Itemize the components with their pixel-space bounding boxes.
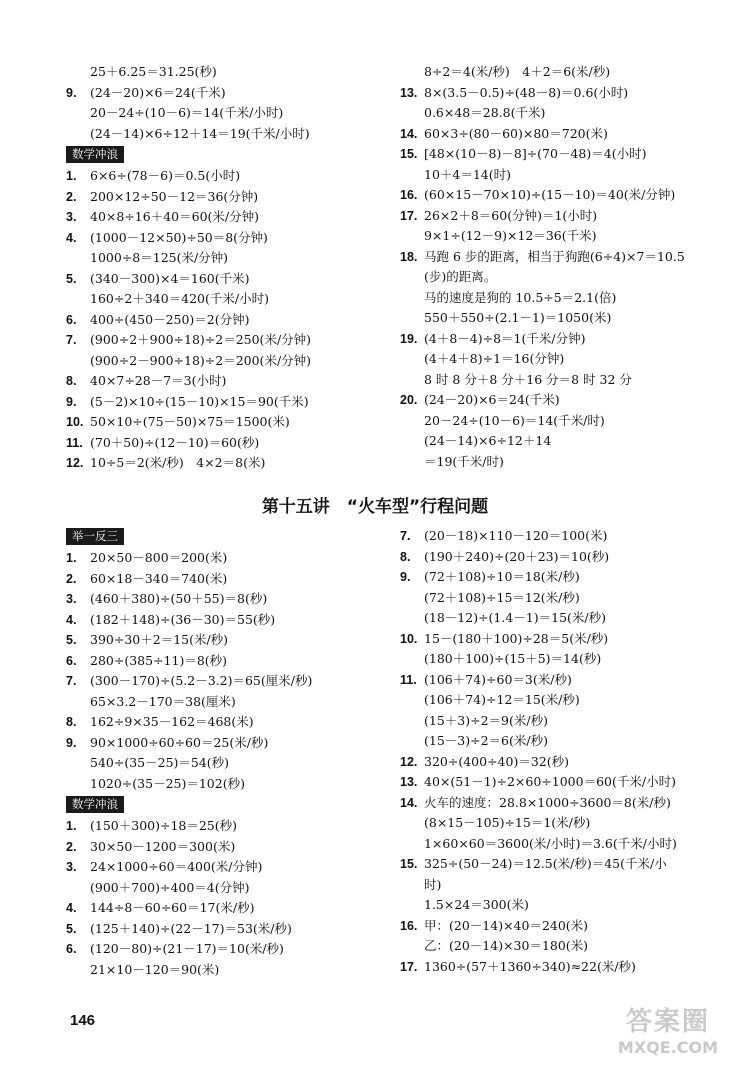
answer-text: 390÷30＋2＝15(米/秒) bbox=[90, 632, 229, 647]
answer-text: (24－20)×6＝24(千米) bbox=[424, 392, 560, 407]
answer-text: 时) bbox=[424, 876, 442, 892]
answer-text: (60×15－70×10)÷(15－10)＝40(米/分钟) bbox=[424, 187, 676, 202]
question-number: 9. bbox=[66, 735, 77, 750]
answer-text: 15－(180＋100)÷28＝5(米/秒) bbox=[424, 630, 609, 646]
answer-text: 90×1000÷60÷60＝25(米/秒) bbox=[90, 734, 269, 750]
answer-text: 40×(51－1)÷2×60÷1000＝60(千米/小时) bbox=[424, 774, 676, 789]
answer-text: (900÷2－900÷18)÷2＝200(米/分钟) bbox=[90, 352, 312, 368]
answer-line bbox=[400, 793, 740, 814]
answer-line bbox=[66, 228, 386, 249]
question-number: 16. bbox=[400, 918, 418, 933]
answer-text: (24－20)×6＝24(千米) bbox=[90, 84, 226, 100]
answer-list bbox=[400, 62, 740, 472]
question-number: 9. bbox=[66, 394, 77, 409]
answer-text: (106＋74)÷60＝3(米/秒) bbox=[424, 671, 572, 687]
question-number: 4. bbox=[66, 230, 77, 245]
answer-text: 162÷9×35－162＝468(米) bbox=[90, 714, 254, 729]
answer-list bbox=[66, 548, 386, 794]
answer-text: (15＋3)÷2＝9(米/秒) bbox=[424, 712, 548, 728]
answer-line bbox=[66, 630, 386, 651]
answer-line bbox=[400, 431, 740, 452]
answer-line bbox=[66, 166, 386, 187]
answer-text: ＝19(千米/时) bbox=[424, 453, 504, 469]
question-number: 9. bbox=[66, 85, 77, 100]
question-number: 4. bbox=[66, 901, 77, 915]
watermark-text: 答案圈 bbox=[625, 1007, 710, 1037]
answer-line bbox=[66, 712, 386, 733]
answer-text: 550＋550÷(2.1－1)＝1050(米) bbox=[424, 310, 612, 325]
answer-line bbox=[400, 649, 740, 670]
question-number: 17. bbox=[400, 959, 418, 974]
answer-line bbox=[66, 960, 386, 981]
answer-text: 1×60×60＝3600(米/小时)＝3.6(千米/小时) bbox=[424, 835, 677, 851]
answer-text: 200×12÷50－12＝36(分钟) bbox=[90, 188, 259, 204]
question-number: 3. bbox=[66, 592, 77, 606]
question-number: 14. bbox=[400, 795, 418, 810]
answer-text: (24－14)×6÷12＋14＝19(千米/小时) bbox=[90, 125, 310, 141]
question-number: 5. bbox=[66, 921, 77, 936]
answer-line bbox=[400, 895, 740, 916]
answer-line bbox=[400, 670, 740, 691]
answer-line bbox=[400, 185, 740, 206]
answer-text: 30×50－1200＝300(米) bbox=[90, 838, 236, 854]
answer-line bbox=[66, 774, 386, 795]
answer-line bbox=[66, 124, 386, 145]
answer-line bbox=[66, 330, 386, 351]
answer-line bbox=[400, 752, 740, 773]
answer-text: 马的速度是狗的 10.5÷5＝2.1(倍) bbox=[424, 289, 617, 305]
answer-line bbox=[400, 452, 740, 473]
question-number: 1. bbox=[66, 819, 77, 833]
answer-line bbox=[400, 411, 740, 432]
question-number: 8. bbox=[66, 374, 77, 388]
answer-line bbox=[400, 875, 740, 896]
answer-line bbox=[66, 310, 386, 331]
answer-line bbox=[66, 878, 386, 899]
answer-text: 0.6×48＝28.8(千米) bbox=[424, 105, 546, 120]
question-number: 19. bbox=[400, 331, 418, 346]
answer-text: (18－12)÷(1.4－1)＝15(米/秒) bbox=[424, 610, 606, 625]
answer-text: (8×15－105)÷15＝1(米/秒) bbox=[424, 815, 591, 830]
question-number: 7. bbox=[66, 674, 77, 688]
answer-text: 26×2＋8＝60(分钟)＝1(小时) bbox=[424, 207, 598, 223]
answer-text: (182＋148)÷(36－30)＝55(秒) bbox=[90, 611, 276, 627]
answer-list bbox=[400, 526, 740, 977]
question-number: 1. bbox=[66, 551, 77, 565]
answer-line bbox=[66, 816, 386, 837]
answer-line bbox=[66, 733, 386, 754]
answer-line bbox=[66, 371, 386, 392]
answer-line bbox=[400, 267, 740, 288]
answer-line bbox=[66, 433, 386, 454]
answer-line bbox=[400, 834, 740, 855]
answer-text: 65×3.2－170＝38(厘米) bbox=[90, 693, 236, 709]
answer-line bbox=[400, 349, 740, 370]
answer-line bbox=[400, 957, 740, 978]
answer-line bbox=[66, 671, 386, 692]
answer-line bbox=[400, 629, 740, 650]
answer-line bbox=[66, 857, 386, 878]
answer-text: 8×(3.5－0.5)÷(48－8)＝0.6(小时) bbox=[424, 84, 629, 100]
answer-line bbox=[66, 898, 386, 919]
answer-text: (1000－12×50)÷50＝8(分钟) bbox=[90, 229, 268, 245]
answer-text: (4＋4＋8)÷1＝16(分钟) bbox=[424, 351, 565, 366]
question-number: 8. bbox=[400, 549, 411, 564]
answer-text: (步)的距离。 bbox=[424, 269, 497, 284]
answer-line bbox=[66, 753, 386, 774]
answer-line bbox=[400, 329, 740, 350]
answer-text: 21×10－120＝90(米) bbox=[90, 961, 220, 977]
question-number: 12. bbox=[66, 456, 84, 470]
answer-text: 8÷2＝4(米/秒) 4＋2＝6(米/秒) bbox=[424, 64, 611, 79]
question-number: 8. bbox=[66, 715, 77, 729]
answer-line bbox=[66, 351, 386, 372]
answer-text: (5－2)×10÷(15－10)×15＝90(千米) bbox=[90, 393, 309, 409]
answer-line bbox=[66, 412, 386, 433]
answer-line bbox=[66, 651, 386, 672]
answer-text: 40×8÷16＋40＝60(米/分钟) bbox=[90, 209, 259, 224]
answer-line bbox=[400, 247, 740, 268]
answer-text: (20－18)×110－120＝100(米) bbox=[424, 528, 608, 543]
answer-text: 10÷5＝2(米/秒) 4×2＝8(米) bbox=[90, 455, 266, 470]
answer-text: (340－300)×4＝160(千米) bbox=[90, 270, 250, 286]
answer-text: (300－170)÷(5.2－3.2)＝65(厘米/秒) bbox=[90, 673, 313, 688]
answer-list bbox=[66, 62, 386, 144]
question-number: 3. bbox=[66, 860, 77, 874]
question-number: 10. bbox=[66, 415, 84, 429]
answer-text: (900＋700)÷400＝4(分钟) bbox=[90, 879, 250, 895]
answer-line bbox=[400, 772, 740, 793]
answer-text: 325÷(50－24)＝12.5(米/秒)＝45(千米/小 bbox=[424, 856, 667, 871]
answer-line bbox=[66, 392, 386, 413]
answer-text: (4＋8－4)÷8＝1(千米/分钟) bbox=[424, 330, 586, 346]
question-number: 5. bbox=[66, 633, 77, 647]
answer-line bbox=[66, 207, 386, 228]
question-number: 5. bbox=[66, 271, 77, 286]
answer-line bbox=[400, 526, 740, 547]
answer-text: 1360÷(57＋1360÷340)≈22(米/秒) bbox=[424, 958, 636, 974]
answer-line bbox=[400, 83, 740, 104]
answer-column-top-left bbox=[66, 62, 386, 474]
answer-text: (150＋300)÷18＝25(秒) bbox=[90, 818, 238, 833]
answer-line bbox=[66, 187, 386, 208]
question-number: 9. bbox=[400, 570, 411, 584]
answer-text: 20－24÷(10－6)＝14(千米/小时) bbox=[90, 105, 284, 120]
answer-line bbox=[400, 854, 740, 875]
answer-text: 280÷(385÷11)＝8(秒) bbox=[90, 652, 228, 668]
answer-line bbox=[66, 269, 386, 290]
section-label-math-surf: 数学冲浪 bbox=[66, 796, 124, 813]
question-number: 15. bbox=[400, 147, 418, 161]
answer-line bbox=[400, 588, 740, 609]
question-number: 2. bbox=[66, 571, 77, 586]
answer-text: (180＋100)÷(15＋5)＝14(秒) bbox=[424, 651, 602, 666]
answer-line bbox=[400, 308, 740, 329]
question-number: 7. bbox=[66, 333, 77, 347]
answer-text: (72＋108)÷10＝18(米/秒) bbox=[424, 569, 580, 584]
answer-text: (72＋108)÷15＝12(米/秒) bbox=[424, 589, 580, 605]
answer-line bbox=[400, 731, 740, 752]
answer-text: 乙：(20－14)×30＝180(米) bbox=[424, 938, 589, 953]
answer-text: 60×18－340＝740(米) bbox=[90, 570, 228, 586]
question-number: 7. bbox=[400, 529, 411, 543]
answer-line bbox=[66, 103, 386, 124]
question-number: 1. bbox=[66, 169, 77, 183]
answer-line bbox=[400, 711, 740, 732]
answer-text: 6×6÷(78－6)＝0.5(小时) bbox=[90, 168, 241, 183]
question-number: 3. bbox=[66, 210, 77, 224]
question-number: 12. bbox=[400, 754, 418, 769]
answer-text: (106＋74)÷12＝15(米/秒) bbox=[424, 692, 580, 707]
answer-line bbox=[66, 248, 386, 269]
answer-text: (125＋140)÷(22－17)＝53(米/秒) bbox=[90, 920, 292, 936]
answer-text: 40×7÷28－7＝3(小时) bbox=[90, 373, 227, 388]
answer-line bbox=[66, 610, 386, 631]
answer-line bbox=[66, 83, 386, 104]
answer-text: 1.5×24＝300(米) bbox=[424, 897, 529, 912]
answer-line bbox=[400, 165, 740, 186]
question-number: 6. bbox=[66, 312, 77, 327]
answer-list bbox=[66, 166, 386, 474]
question-number: 18. bbox=[400, 249, 418, 264]
question-number: 10. bbox=[400, 631, 418, 646]
answer-list bbox=[66, 816, 386, 980]
answer-line bbox=[400, 144, 740, 165]
answer-line bbox=[400, 608, 740, 629]
question-number: 2. bbox=[66, 839, 77, 854]
question-number: 20. bbox=[400, 393, 418, 407]
answer-text: 320÷(400÷40)＝32(秒) bbox=[424, 753, 569, 769]
answer-text: 25＋6.25＝31.25(秒) bbox=[90, 64, 217, 79]
question-number: 16. bbox=[400, 188, 418, 202]
answer-line bbox=[66, 569, 386, 590]
answer-column-bottom-left bbox=[66, 526, 386, 980]
answer-line bbox=[400, 690, 740, 711]
answer-text: (15－3)÷2＝6(米/秒) bbox=[424, 733, 548, 748]
answer-text: 20×50－800＝200(米) bbox=[90, 550, 228, 565]
answer-line bbox=[400, 390, 740, 411]
answer-line bbox=[400, 226, 740, 247]
answer-line bbox=[66, 589, 386, 610]
answer-line bbox=[400, 916, 740, 937]
watermark-logo bbox=[598, 1006, 738, 1064]
section-label-practice: 举一反三 bbox=[66, 528, 124, 545]
question-number: 11. bbox=[400, 672, 417, 687]
answer-text: 马跑 6 步的距离，相当于狗跑(6÷4)×7＝10.5 bbox=[424, 248, 685, 264]
answer-text: 160÷2＋340＝420(千米/小时) bbox=[90, 291, 269, 306]
answer-line bbox=[400, 288, 740, 309]
answer-text: (900÷2＋900÷18)÷2＝250(米/分钟) bbox=[90, 332, 312, 347]
answer-text: 10＋4＝14(时) bbox=[424, 166, 512, 182]
page-number: 146 bbox=[70, 1012, 96, 1029]
answer-line bbox=[400, 370, 740, 391]
answer-text: 50×10÷(75－50)×75＝1500(米) bbox=[90, 414, 290, 429]
question-number: 6. bbox=[66, 942, 77, 956]
answer-text: 60×3÷(80－60)×80＝720(米) bbox=[424, 125, 608, 141]
question-number: 11. bbox=[66, 435, 83, 450]
answer-text: (24－14)×6÷12＋14 bbox=[424, 433, 552, 448]
answer-text: 1020÷(35－25)＝102(秒) bbox=[90, 775, 245, 791]
answer-text: [48×(10－8)－8]÷(70－48)＝4(小时) bbox=[424, 146, 647, 161]
answer-column-top-right bbox=[400, 62, 740, 472]
answer-text: 20－24÷(10－6)＝14(千米/时) bbox=[424, 412, 605, 428]
question-number: 13. bbox=[400, 775, 418, 789]
answer-text: 9×1÷(12－9)×12＝36(千米) bbox=[424, 228, 597, 243]
question-number: 14. bbox=[400, 126, 418, 141]
answer-text: 540÷(35－25)＝54(秒) bbox=[90, 755, 230, 770]
lecture-title: 第十五讲 “火车型”行程问题 bbox=[261, 497, 489, 517]
answer-text: 144÷8－60÷60＝17(米/秒) bbox=[90, 900, 255, 915]
answer-text: (70＋50)÷(12－10)＝60(秒) bbox=[90, 434, 260, 450]
answer-line bbox=[66, 919, 386, 940]
answer-line bbox=[400, 124, 740, 145]
watermark-url: MXQE.COM bbox=[617, 1038, 719, 1057]
section-label-math-surf: 数学冲浪 bbox=[66, 146, 124, 163]
answer-line bbox=[400, 62, 740, 83]
question-number: 13. bbox=[400, 85, 418, 100]
answer-text: 400÷(450－250)＝2(分钟) bbox=[90, 311, 250, 327]
answer-line bbox=[66, 453, 386, 474]
answer-line bbox=[66, 837, 386, 858]
answer-text: (190＋240)÷(20＋23)＝10(秒) bbox=[424, 548, 610, 564]
question-number: 15. bbox=[400, 857, 418, 871]
answer-text: (120－80)÷(21－17)＝10(米/秒) bbox=[90, 941, 284, 956]
question-number: 2. bbox=[66, 189, 77, 204]
answer-line bbox=[400, 103, 740, 124]
answer-line bbox=[66, 692, 386, 713]
answer-text: 24×1000÷60＝400(米/分钟) bbox=[90, 859, 263, 874]
answer-text: 甲：(20－14)×40＝240(米) bbox=[424, 917, 589, 933]
answer-line bbox=[66, 939, 386, 960]
answer-line bbox=[400, 547, 740, 568]
answer-line bbox=[400, 936, 740, 957]
answer-text: 1000÷8＝125(米/分钟) bbox=[90, 250, 229, 265]
answer-text: 火车的速度：28.8×1000÷3600＝8(米/秒) bbox=[424, 794, 671, 810]
answer-line bbox=[400, 206, 740, 227]
question-number: 4. bbox=[66, 612, 77, 627]
answer-text: (460＋380)÷(50＋55)＝8(秒) bbox=[90, 591, 268, 606]
question-number: 17. bbox=[400, 208, 418, 223]
answer-column-bottom-right bbox=[400, 526, 740, 977]
answer-line bbox=[66, 289, 386, 310]
answer-line bbox=[400, 567, 740, 588]
answer-line bbox=[66, 62, 386, 83]
answer-text: 8 时 8 分＋8 分＋16 分＝8 时 32 分 bbox=[424, 371, 632, 387]
answer-line bbox=[66, 548, 386, 569]
answer-line bbox=[400, 813, 740, 834]
question-number: 6. bbox=[66, 653, 77, 668]
